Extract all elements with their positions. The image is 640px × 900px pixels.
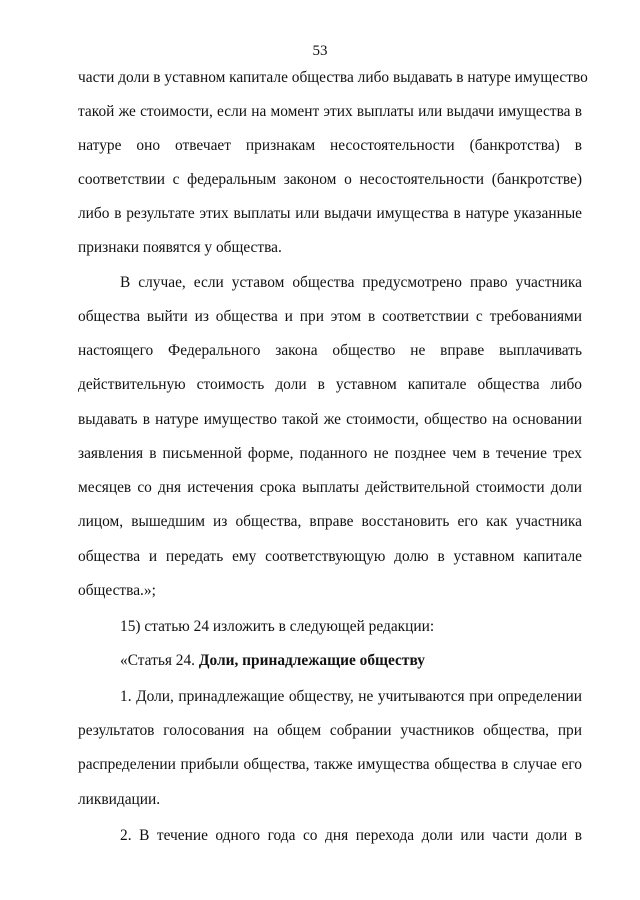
page-number: 53 — [312, 43, 328, 59]
text-line: либо в результате этих выплаты или выдачи имущества в натуре указанные — [78, 205, 582, 222]
text-line: В случае, если уставом общества предусмотрено право участника — [120, 274, 582, 291]
text-line: 15) статью 24 изложить в следующей редакции: — [120, 618, 435, 635]
text-line: результатов голосования на общем собрании участников общества, при — [78, 722, 582, 739]
text-line: общества выйти из общества и при этом в соответствии с требованиями — [78, 308, 582, 325]
text-line: действительную стоимость доли в уставном капитале общества либо — [78, 376, 582, 393]
text-line: общества и передать ему соответствующую долю в уставном капитале — [78, 548, 582, 565]
text-line: настоящего Федерального закона общество не вправе выплачивать — [78, 342, 582, 359]
text-line: натуре оно отвечает признакам несостоятельности (банкротства) в — [78, 137, 582, 154]
article-heading-title: Доли, принадлежащие обществу — [198, 652, 425, 669]
text-line: заявления в письменной форме, поданного не позднее чем в течение трех — [78, 445, 582, 462]
text-line: распределении прибыли общества, также имущества общества в случае его — [78, 756, 582, 773]
text-line: месяцев со дня истечения срока выплаты действительной стоимости доли — [78, 479, 582, 496]
text-line: соответствии с федеральным законом о несостоятельности (банкротстве) — [78, 171, 582, 188]
text-line: части доли в уставном капитале общества либо выдавать в натуре имущество — [78, 69, 588, 86]
text-line: 2. В течение одного года со дня перехода доли или части доли в — [120, 827, 582, 844]
text-line: общества.»; — [78, 582, 156, 599]
article-heading — [120, 651, 582, 671]
text-line: лицом, вышедшим из общества, вправе восстановить его как участника — [78, 513, 582, 530]
text-line: такой же стоимости, если на момент этих выплаты или выдачи имущества в — [78, 103, 582, 120]
text-line: ликвидации. — [78, 791, 161, 808]
text-line: признаки появятся у общества. — [78, 239, 282, 256]
text-line: 1. Доли, принадлежащие обществу, не учитываются при определении — [120, 688, 582, 705]
text-line: выдавать в натуре имущество такой же стоимости, общество на основании — [78, 411, 582, 428]
article-heading-prefix: «Статья 24. — [120, 652, 199, 669]
